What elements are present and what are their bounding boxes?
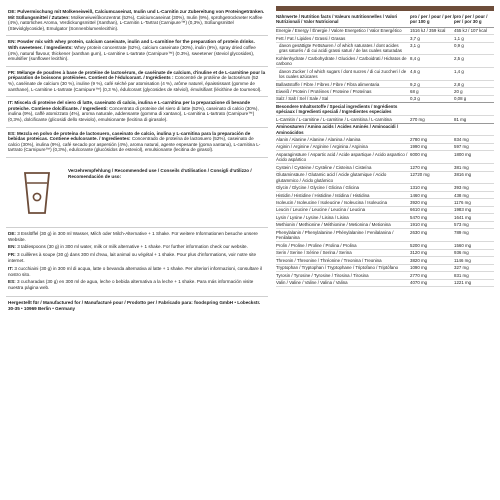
ingredients-block	[6, 128, 268, 158]
preparation-line	[8, 279, 266, 291]
nutrition-value-per-30g: 327 mg	[454, 265, 469, 271]
nutrition-label: Salz / Salt / Sel / Sale / Sal	[276, 96, 329, 102]
nutrition-header-label: Nährwerte / Nutrition facts / Valeurs nutritionnelles / Valori Nutrizionali / Valor Nutricional	[276, 14, 398, 25]
nutrition-header-per-100g: pro / per / pour / per / por 100 g	[410, 14, 454, 25]
nutrition-value-per-100g: 1090 mg	[410, 265, 428, 271]
nutrition-label: Prolin / Proline / Proline / Prolina / Prolina	[276, 242, 357, 248]
ingredients-code: ES:	[8, 130, 16, 136]
nutrition-value-per-100g: 3920 mg	[410, 199, 428, 205]
nutrition-value-per-30g: 1221 mg	[454, 280, 472, 286]
usage-section	[6, 158, 268, 228]
ingredients-block	[6, 36, 268, 66]
nutrition-label: Leucin / Leucine / Leucine / Leucina / Leucina	[276, 207, 366, 213]
nutrition-value-per-100g: 1270 mg	[410, 164, 428, 170]
preparation-lang-code: DE:	[8, 230, 16, 236]
nutrition-value-per-100g: 3,7 g	[410, 35, 420, 41]
nutrition-value-per-100g: 1460 mg	[410, 192, 428, 198]
nutrition-row	[276, 199, 494, 206]
nutrition-row	[276, 265, 494, 272]
nutrition-value-per-100g	[410, 124, 454, 135]
nutrition-label: davon gesättigte Fettsäuren / of which saturates / dont acides gras saturés / di cui acidi grassi saturi / de las cuales saturadas	[279, 43, 402, 54]
nutrition-value-per-30g: 789 mg	[454, 229, 469, 235]
preparation-line	[8, 266, 266, 278]
nutrition-row	[276, 68, 494, 81]
shaker-cup-icon	[6, 158, 68, 227]
nutrition-row	[276, 242, 494, 249]
preparation-lang-code: ES:	[8, 279, 16, 285]
nutrition-row	[276, 136, 494, 143]
nutrition-row	[276, 35, 494, 42]
nutrition-value-per-100g: 1910 mg	[410, 222, 428, 228]
nutrition-row	[276, 151, 494, 164]
nutrition-table	[276, 6, 494, 494]
preparation-text: 3 tablespoons (30 g) in 300 ml water, milk or milk alternative + 1 shake. For further information check our website.	[17, 244, 248, 250]
preparation-text: 3 cuillères à soupe (30 g) dans 300 ml d'eau, lait animal ou végétal + 1 shake. Pour plus d'informations, voir notre site internet.	[8, 252, 257, 264]
nutrition-row	[276, 144, 494, 151]
nutrition-value-per-100g: 8,4 g	[410, 55, 420, 61]
nutrition-row	[276, 103, 494, 116]
nutrition-label: L-Carnitin / L-carnitine / L-carnitine / L-carnitina / L-carnitina	[276, 116, 392, 122]
nutrition-label: Kohlenhydrate / Carbohydrate / Glucides / Carboidrati / Hidratos de carbono	[276, 55, 407, 67]
nutrition-label: Asparaginsäure / Aspartic acid / Acide aspartique / Acido aspartico / Ácido aspártico	[276, 151, 408, 163]
ingredients-title: Mezcla en polvo de proteína de lactosuero, caseinato de calcio, inulina y L-carnitina para la preparación de bebidas proteicas. Contiene edulcorante. / Ingredientes:	[8, 130, 251, 142]
preparation-line	[8, 231, 266, 243]
nutrition-value-per-100g	[410, 104, 454, 115]
manufacturer-title: Hergestellt für / Manufactured for / Manufacturé pour / Prodotto per / Fabricado para:	[8, 300, 193, 306]
ingredients-code: DE:	[8, 9, 16, 14]
nutrition-row	[276, 164, 494, 171]
nutrition-value-per-100g: 3820 mg	[410, 257, 428, 263]
nutrition-value-per-100g: 6000 mg	[410, 151, 428, 157]
nutrition-value-per-30g: 1560 mg	[454, 242, 472, 248]
nutrition-row	[276, 88, 494, 95]
ingredients-code: IT:	[8, 100, 14, 106]
ingredients-body: Concentrado de proteína de lactosuero (52%), caseinato de calcio (30%), inulina (9%), café secado por aspersión (4%), aroma natural, agente espesante (goma xantana), L-carnitina L-tartrato (Carnipure™) (0,3%), edulcorante (glucósidos de esteviol), emulsionante (lecitina de girasol).	[8, 136, 261, 153]
nutrition-value-per-100g: 2770 mg	[410, 272, 428, 278]
nutrition-label: Tyrosin / Tyrosine / Tyrosine / Tirosina / Tirosina	[276, 272, 369, 278]
preparation-line	[8, 252, 266, 264]
ingredients-code: EN:	[8, 39, 16, 45]
nutrition-label: Threonin / Threonine / Thréonine / Treonina / Treonina	[276, 257, 382, 263]
nutrition-value-per-100g: 6610 mg	[410, 207, 428, 213]
nutrition-value-per-100g: 3,1 g	[410, 43, 420, 49]
nutrition-label: Lysin / Lysine / Lysine / Lisina / Lisina	[276, 214, 349, 220]
product-label	[6, 6, 494, 494]
nutrition-row	[276, 214, 494, 221]
nutrition-value-per-100g: 5470 mg	[410, 214, 428, 220]
ingredients-block	[6, 67, 268, 97]
nutrition-label: Alanin / Alanine / Alanine / Alanina / Alanina	[276, 137, 361, 142]
nutrition-value-per-30g: 2,8 g	[454, 81, 464, 87]
nutrition-value-per-30g: 1,1 g	[454, 35, 464, 41]
nutrition-value-per-30g: 438 mg	[454, 192, 469, 198]
ingredients-code: FR:	[8, 69, 16, 75]
ingredients-title: Miscela di proteine del siero di latte, caseinato di calcio, inulina e L-carnitina per la preparazione di bevande proteiche. Contiene dolcificante. / Ingredienti:	[8, 100, 251, 111]
nutrition-label: Energie / Energy / Énergie / Valore Energetico / Valor Energético	[276, 28, 402, 34]
nutrition-row	[276, 192, 494, 199]
ingredients-title: Mélange de poudres à base de protéine de lactosérum, de caséinate de calcium, d'inuline et de L-carnitine pour la préparation de boissons protéinées. Contient de l'édulcorant. / Ingrédients :	[8, 69, 266, 81]
nutrition-value-per-30g	[454, 104, 494, 115]
nutrition-value-per-100g: 1516 kJ / 359 kcal	[410, 28, 446, 34]
preparation-text: 3 cucchiaini (30 g) in 300 ml di acqua, latte o bevanda alternativa al latte + 1 shake. Per ulteriori informazioni, consultare il nostro sito.	[8, 265, 262, 277]
nutrition-value-per-100g: 12720 mg	[410, 172, 430, 178]
nutrition-row	[276, 96, 494, 103]
nutrition-label: Phenylalanin / Phenylalanine / Phénylalanine / Fenilalanina / Fenilalanina	[276, 229, 394, 241]
nutrition-value-per-30g: 455 kJ / 107 kcal	[454, 28, 487, 34]
nutrition-row	[276, 172, 494, 185]
nutrition-value-per-30g: 1146 mg	[454, 257, 471, 263]
nutrition-value-per-100g: 9,2 g	[410, 81, 420, 87]
ingredients-title: Pulvermischung mit Molkeneiweiß, Calciumcaseinat, Inulin und L-Carnitin zur Zubereitung von Proteingetränken. Mit Süßungsmittel / Zutaten:	[8, 9, 265, 20]
ingredients-blocks	[6, 6, 268, 158]
nutrition-value-per-100g: 3120 mg	[410, 250, 428, 256]
nutrition-value-per-30g: 81 mg	[454, 116, 467, 122]
nutrition-header-per-30g: pro / per / pour / per / por 30 g	[454, 14, 488, 25]
nutrition-value-per-30g: 1,4 g	[454, 68, 464, 74]
manufacturer-info	[6, 297, 268, 315]
nutrition-label: davon Zucker / of which sugars / dont sucres / di cui zuccheri / de los cuales azúcares	[279, 68, 407, 80]
nutrition-value-per-30g: 831 mg	[454, 272, 469, 278]
ingredients-block	[6, 6, 268, 36]
preparation-text: 3 Esslöffel (30 g) in 300 ml Wasser, Milch oder Milch-Alternative + 1 Shake. Für weitere Informationen besuche unsere Website.	[8, 230, 258, 242]
nutrition-value-per-30g: 2,5 g	[454, 55, 464, 61]
preparation-lang-code: EN:	[8, 244, 16, 250]
nutrition-value-per-100g: 4070 mg	[410, 280, 428, 286]
nutrition-row	[276, 280, 494, 287]
nutrition-label: Aminosäuren / Amino acids / Acides Aminés / Aminoacidi / Aminoácidos	[276, 124, 399, 135]
nutrition-label: Cystein / Cysteine / Cystéine / Cisteina / Cisteína	[276, 164, 372, 170]
nutrition-value-per-30g: 1800 mg	[454, 151, 472, 157]
nutrition-label: Tryptophan / Tryptophan / Tryptophane / Triptofano / Triptófano	[276, 265, 399, 271]
ingredients-column	[6, 6, 268, 494]
nutrition-value-per-100g: 270 mg	[410, 116, 425, 122]
nutrition-row	[276, 229, 494, 242]
ingredients-block	[6, 97, 268, 127]
nutrition-value-per-30g: 573 mg	[454, 222, 469, 228]
nutrition-rows	[276, 28, 494, 287]
nutrition-value-per-100g: 2630 mg	[410, 229, 428, 235]
nutrition-value-per-30g	[454, 124, 494, 135]
preparation-line	[8, 244, 266, 250]
nutrition-label: Arginin / Arginine / Arginine / Arginina / Arginina	[276, 144, 368, 150]
nutrition-value-per-30g: 936 mg	[454, 250, 469, 256]
ingredients-title: Powder mix with whey protein, calcium caseinate, inulin and L-carnitine for the preparation of protein drinks. With sweetener. / Ingredients:	[8, 39, 255, 50]
nutrition-label: Isoleucin / Isoleucine / Isoleucine / Isoleucina / Isoleucina	[276, 199, 388, 205]
nutrition-value-per-30g: 3816 mg	[454, 172, 472, 178]
nutrition-label: Eiweiß / Protein / Protéines / Proteine / Proteínas	[276, 88, 372, 94]
ingredients-body: Whey protein concentrate (52%), calcium caseinate (30%), inulin (9%), spray dried coffee (4%), natural flavour, thickener (xanthan gum), L-carnitine L-tartrate (Carnipure™) (0.3%), sweetener (steviol glycosides), emulsifier (sunflower lecithin).	[8, 44, 256, 62]
nutrition-value-per-30g: 20 g	[454, 88, 463, 94]
nutrition-value-per-30g: 834 mg	[454, 137, 469, 142]
usage-heading: Verzehrempfehlung / Recommended use / Conseils d'utilisation / Consigli d'utilizzo / Recomendación de uso:	[68, 167, 252, 179]
nutrition-row	[276, 43, 494, 56]
nutrition-label: Histidin / Histidine / Histidine / Istidina / Histidina	[276, 192, 370, 198]
ingredients-body: Concentré de protéine de lactosérum (52 %), caséinate de calcium (30 %), inuline (9 %), café séché par atomisation (4 %), arôme naturel, épaississant (gomme de xanthane), L-carnitine L-tartrate (Carnipure™) (0,3 %), édulcorant (glycosides de stéviol), émulsifiant (lécithine de tournesol).	[8, 75, 262, 92]
nutrition-value-per-30g: 1176 mg	[454, 199, 471, 205]
nutrition-row	[276, 207, 494, 214]
nutrition-label: Valin / Valine / Valine / Valina / Valina	[276, 280, 348, 286]
nutrition-row	[276, 250, 494, 257]
nutrition-label: Methionin / Methionine / Méthionine / Metionina / Metionina	[276, 222, 391, 228]
nutrition-label: Ballaststoffe / Fibre / Fibres / Fibre / Fibra alimentaria	[276, 81, 380, 87]
nutrition-value-per-30g: 1641 mg	[454, 214, 472, 220]
nutrition-value-per-100g: 0,3 g	[410, 96, 420, 102]
ingredients-body: Concentrato di proteine del siero di latte (52%), caseinato di calcio (30%), inulina (9%), caffè atomizzato (4%), aroma naturale, addensante (gomma di xantano), L-carnitina L-tartrato (Carnipure™) (0,3%), dolcificante (glicosidi dello steviolo), emulsionante (lecitina di girasole).	[8, 105, 259, 122]
nutrition-value-per-30g: 597 mg	[454, 144, 469, 150]
nutrition-value-per-100g: 68 g	[410, 88, 419, 94]
nutrition-row	[276, 272, 494, 279]
nutrition-row	[276, 184, 494, 191]
nutrition-value-per-100g: 1990 mg	[410, 144, 428, 150]
preparation-text: 3 cucharadas (30 g) en 300 ml de agua, leche o bebida alternativa a la leche + 1 shake. Para más información visite nuestra página web.	[8, 279, 254, 291]
preparation-instructions	[6, 228, 268, 297]
nutrition-row	[276, 28, 494, 35]
nutrition-row	[276, 257, 494, 264]
nutrition-label: Glutaminsäure / Glutamic acid / Acide glutamique / Acido glutammico / Ácido glutámico	[276, 172, 387, 183]
nutrition-row	[276, 116, 494, 123]
nutrition-value-per-30g: 381 mg	[454, 164, 469, 170]
nutrition-label: Fett / Fat / Lipides / Grassi / Grasas	[276, 35, 346, 41]
nutrition-table-header	[276, 6, 494, 28]
nutrition-label: Besondere Inhaltsstoffe / Special ingredients / Ingrédients spéciaux / Ingredienti speciali / Ingredientes especiales	[276, 103, 398, 115]
nutrition-label: Glycin / Glycine / Glycine / Glicina / Glicina	[276, 185, 359, 191]
nutrition-row	[276, 222, 494, 229]
nutrition-value-per-100g: 2780 mg	[410, 137, 428, 142]
nutrition-row	[276, 124, 494, 137]
nutrition-value-per-30g: 0,9 g	[454, 43, 464, 49]
nutrition-row	[276, 55, 494, 68]
nutrition-value-per-100g: 1310 mg	[410, 185, 428, 191]
nutrition-value-per-30g: 393 mg	[454, 185, 469, 191]
nutrition-value-per-30g: 1983 mg	[454, 207, 472, 213]
manufacturer-address: foodspring GmbH • Lobeckstr. 30-35 • 10969 Berlin • Germany	[8, 300, 261, 312]
preparation-lang-code: FR:	[8, 252, 16, 258]
nutrition-value-per-100g: 5200 mg	[410, 242, 428, 248]
ingredients-body: Molkeneiweißkonzentrat (52%), Calciumcaseinat (30%), Inulin (9%), sprühgetrockneter Kaffee (4%), natürliches Aroma, Verdickungsmittel (Xanthan), L-Carnitin L-Tartrat (Carnipure™) (0,3%), Süßungsmittel (Steviolglycoside), Emulgator (Sonnenblumenlecithin).	[8, 14, 263, 31]
preparation-lang-code: IT:	[8, 265, 14, 271]
nutrition-label: Serin / Serine / Sérine / Serina / Serina	[276, 250, 352, 256]
nutrition-row	[276, 81, 494, 88]
nutrition-value-per-30g: 0,08 g	[454, 96, 467, 102]
nutrition-value-per-100g: 4,6 g	[410, 68, 420, 74]
